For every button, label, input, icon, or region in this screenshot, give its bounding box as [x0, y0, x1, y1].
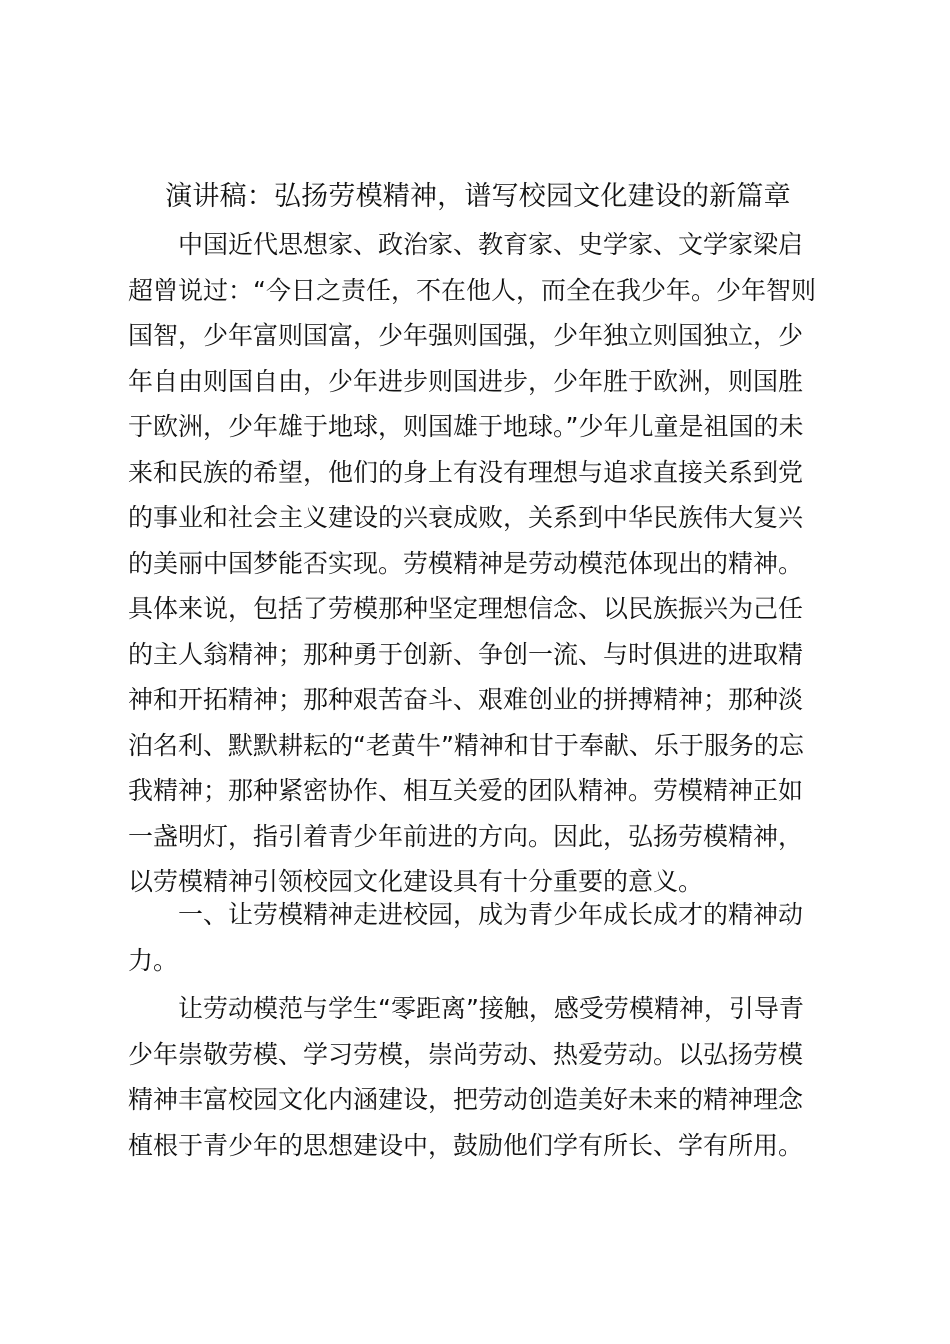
paragraph-line: 一盏明灯，指引着青少年前进的方向。因此，弘扬劳模精神，	[128, 821, 804, 851]
section-heading-1	[128, 892, 828, 983]
document-title: 演讲稿：弘扬劳模精神，谱写校园文化建设的新篇章	[165, 181, 791, 212]
paragraph-line: 植根于青少年的思想建设中，鼓励他们学有所长、学有所用。	[128, 1130, 804, 1160]
paragraph-line: 超曾说过：“今日之责任，不在他人，而全在我少年。少年智则	[128, 275, 816, 305]
paragraph-line: 中国近代思想家、政治家、教育家、史学家、文学家梁启	[178, 230, 804, 259]
paragraph-line: 的美丽中国梦能否实现。劳模精神是劳动模范体现出的精神。	[128, 548, 804, 578]
paragraph-line: 来和民族的希望，他们的身上有没有理想与追求直接关系到党	[128, 457, 804, 487]
paragraph-line: 的事业和社会主义建设的兴衰成败，关系到中华民族伟大复兴	[128, 503, 804, 532]
paragraph-section-1	[128, 986, 828, 1168]
paragraph-line: 我精神；那种紧密协作、相互关爱的团队精神。劳模精神正如	[128, 776, 804, 805]
paragraph-line: 具体来说，包括了劳模那种坚定理想信念、以民族振兴为己任	[128, 594, 804, 623]
paragraph-line: 的主人翁精神；那种勇于创新、争创一流、与时俱进的进取精	[128, 639, 804, 669]
heading-line: 力。	[128, 945, 179, 975]
heading-line: 一、让劳模精神走进校园，成为青少年成长成才的精神动	[178, 900, 804, 929]
paragraph-line: 泊名利、默默耕耘的“老黄牛”精神和甘于奉献、乐于服务的忘	[128, 730, 804, 760]
paragraph-line: 精神丰富校园文化内涵建设，把劳动创造美好未来的精神理念	[128, 1085, 804, 1114]
paragraph-line: 于欧洲，少年雄于地球，则国雄于地球。”少年儿童是祖国的未	[128, 412, 804, 441]
paragraph-intro	[128, 222, 828, 905]
paragraph-line: 以劳模精神引领校园文化建设具有十分重要的意义。	[128, 867, 704, 896]
paragraph-line: 少年崇敬劳模、学习劳模，崇尚劳动、热爱劳动。以弘扬劳模	[128, 1039, 804, 1069]
paragraph-line: 神和开拓精神；那种艰苦奋斗、艰难创业的拼搏精神；那种淡	[128, 685, 804, 714]
paragraph-line: 年自由则国自由，少年进步则国进步，少年胜于欧洲，则国胜	[128, 366, 804, 396]
paragraph-line: 让劳动模范与学生“零距离”接触，感受劳模精神，引导青	[178, 994, 804, 1023]
paragraph-line: 国智，少年富则国富，少年强则国强，少年独立则国独立，少	[128, 321, 804, 350]
